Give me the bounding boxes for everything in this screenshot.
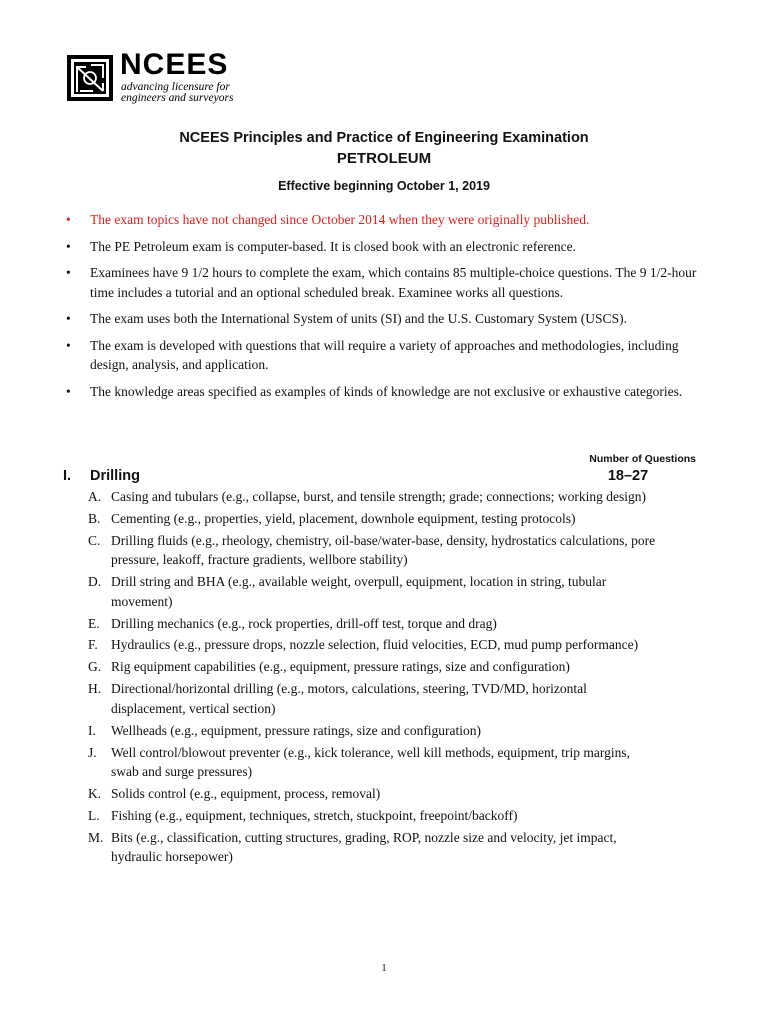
topic-item: [88, 679, 658, 718]
topic-letter: A.: [88, 489, 102, 504]
topic-text: Rig equipment capabilities (e.g., equipment, pressure ratings, size and configuration): [111, 659, 570, 675]
exam-info-list: [66, 210, 706, 408]
topic-item: [88, 721, 658, 741]
topic-item: [88, 657, 658, 677]
topic-letter: D.: [88, 574, 102, 590]
topic-text: Drilling mechanics (e.g., rock properties, drill-off test, torque and drag): [111, 615, 497, 631]
topic-letter: J.: [88, 744, 97, 760]
bullet-item: • The exam uses both the International System of units (SI) and the U.S. Customary System (USCS).: [66, 309, 706, 329]
topic-letter: K.: [88, 785, 102, 801]
topic-text: Fishing (e.g., equipment, techniques, stretch, stuckpoint, freepoint/backoff): [111, 807, 518, 823]
topic-text: Drilling fluids (e.g., rheology, chemistry, oil-base/water-base, density, hydrostatics calculations, pore pressure, leakoff, fracture gradients, wellbore stability): [111, 532, 656, 568]
topic-item: [88, 614, 658, 634]
exam-title: NCEES Principles and Practice of Engineering Examination: [179, 130, 589, 146]
number-of-questions-header: Number of Questions: [589, 453, 696, 465]
topic-text: Directional/horizontal drilling (e.g., motors, calculations, steering, TVD/MD, horizontal displacement, vertical section): [111, 681, 587, 716]
topic-text: Bits (e.g., classification, cutting structures, grading, ROP, nozzle size and velocity, jet impact, hydraulic horsepower): [111, 829, 617, 865]
topic-item: [88, 509, 658, 529]
topic-text: Drill string and BHA (e.g., available weight, overpull, equipment, location in string, tubular movement): [111, 574, 607, 609]
topic-letter: I.: [88, 722, 96, 738]
section-title: Drilling: [90, 468, 140, 484]
page-number: 1: [381, 962, 387, 974]
effective-date: Effective beginning October 1, 2019: [278, 179, 490, 193]
topic-item: [88, 487, 658, 507]
topic-list: [88, 487, 658, 869]
topic-letter: E.: [88, 615, 100, 631]
topic-item: [88, 572, 658, 611]
topic-text: Casing and tubulars (e.g., collapse, burst, and tensile strength; grade; connections; working design): [111, 489, 647, 504]
bullet-item: • The knowledge areas specified as examples of kinds of knowledge are not exclusive or exhaustive categories.: [66, 382, 706, 402]
bullet-item: • The PE Petroleum exam is computer-based. It is closed book with an electronic reference.: [66, 237, 706, 257]
logo-tagline-line1: advancing licensure for: [121, 81, 230, 93]
topic-letter: B.: [88, 510, 101, 526]
topic-letter: G.: [88, 659, 102, 675]
topic-item: [88, 828, 658, 867]
topic-letter: L.: [88, 807, 100, 823]
topic-item: [88, 531, 658, 570]
section-question-count: 18–27: [607, 468, 649, 484]
topic-item: [88, 743, 658, 782]
topic-text: Cementing (e.g., properties, yield, placement, downhole equipment, testing protocols): [111, 510, 576, 526]
bullet-item: • The exam topics have not changed since October 2014 when they were originally published.: [66, 210, 706, 230]
topic-text: Solids control (e.g., equipment, process, removal): [111, 785, 381, 801]
bullet-item: • Examinees have 9 1/2 hours to complete the exam, which contains 85 multiple-choice questions. The 9 1/2-hour time includes a tutorial and an optional scheduled break. Examinee works all questions.: [66, 263, 706, 302]
topic-letter: H.: [88, 681, 102, 697]
logo-wordmark: NCEES: [120, 48, 229, 81]
bullet-item: • The exam is developed with questions that will require a variety of approaches and methodologies, including design, analysis, and application.: [66, 336, 706, 375]
logo-tagline-line2: engineers and surveyors: [121, 92, 234, 104]
topic-text: Wellheads (e.g., equipment, pressure ratings, size and configuration): [111, 722, 482, 738]
logo-tagline: [121, 82, 233, 104]
topic-item: [88, 635, 658, 655]
topic-letter: C.: [88, 532, 101, 548]
topic-text: Hydraulics (e.g., pressure drops, nozzle selection, fluid velocities, ECD, mud pump performance): [111, 637, 639, 653]
ncees-logo-mark-icon: [66, 54, 114, 102]
topic-text: Well control/blowout preventer (e.g., kick tolerance, well kill methods, equipment, trip margins, swab and surge pressures): [111, 744, 631, 780]
topic-letter: F.: [88, 637, 98, 653]
topic-item: [88, 784, 658, 804]
exam-discipline: PETROLEUM: [336, 150, 432, 167]
ncees-logo: [66, 48, 236, 108]
topic-item: [88, 806, 658, 826]
topic-letter: M.: [88, 829, 104, 845]
section-number: I.: [63, 468, 72, 484]
